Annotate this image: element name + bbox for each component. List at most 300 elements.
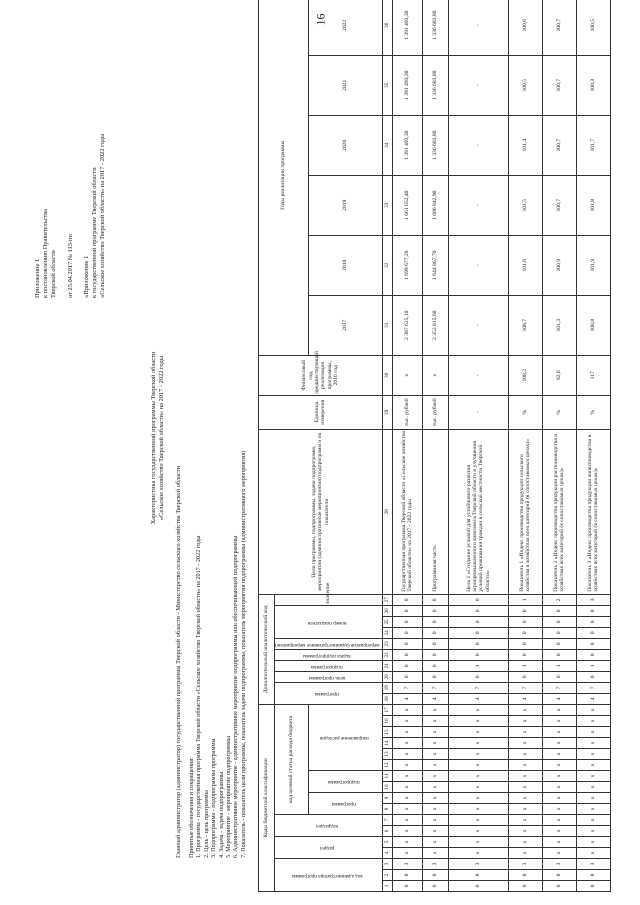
code-cell: х xyxy=(508,793,542,804)
notes-item: 2. Цель - цель программы xyxy=(202,790,210,858)
code-cell: х xyxy=(508,826,542,837)
code-cell: 7 xyxy=(448,682,508,693)
code-cell: 7 xyxy=(422,682,448,693)
code-cell: х xyxy=(392,771,422,782)
code-cell: 0 xyxy=(422,649,448,660)
year-value-cell: - xyxy=(448,0,508,55)
code-cell: х xyxy=(448,738,508,749)
code-cell: 3 xyxy=(392,859,422,870)
code-cell: 8 xyxy=(508,870,542,881)
code-cell: 0 xyxy=(576,881,610,892)
year-value-cell: - xyxy=(448,235,508,295)
notes-item: 1. Программа - государственная программа Тверской области «Сельское хозяйство Тверской области» на 2017 - 2022 годы xyxy=(195,535,203,858)
code-cell: 0 xyxy=(422,616,448,627)
column-index-cell: 35 xyxy=(382,55,392,115)
code-cell: 0 xyxy=(422,638,448,649)
notes-item: 7. Показатель - показатель цели программы, показатель задачи подпрограммы, показатель мероприятия подпрограммы (административного мероприятия) xyxy=(239,450,247,858)
page-number: 16 xyxy=(313,13,328,26)
code-cell: х xyxy=(448,771,508,782)
year-value-cell: 1 391 493,30 xyxy=(392,115,422,175)
code-cell: 0 xyxy=(448,594,508,605)
column-index-cell: 10 xyxy=(382,782,392,793)
code-cell: х xyxy=(448,793,508,804)
year-value-cell: 1 699 677,20 xyxy=(392,235,422,295)
year-value-cell: 2 352 815,60 xyxy=(422,295,448,355)
code-cell: 4 xyxy=(576,693,610,704)
header-name: Цели программы, подпрограммы, задачи подпрограмм, мероприятия (административные мероприятия) подпрограмм и их показатели xyxy=(259,429,383,594)
notes-heading: Принятые обозначения и сокращения: xyxy=(188,757,195,858)
code-cell: х xyxy=(542,716,576,727)
header-value: значение xyxy=(275,594,383,605)
code-cell: 0 xyxy=(508,649,542,660)
code-cell: 0 xyxy=(448,649,508,660)
code-cell: 0 xyxy=(576,649,610,660)
header-subprogram-code: подпрограмма xyxy=(328,779,360,786)
year-value-cell: 108,8 xyxy=(576,295,610,355)
code-cell: 0 xyxy=(392,671,422,682)
code-cell: 0 xyxy=(576,627,610,638)
column-index-cell: 21 xyxy=(382,660,392,671)
year-value-cell: 101,9 xyxy=(576,235,610,295)
code-cell: х xyxy=(576,760,610,771)
column-index-cell: 17 xyxy=(382,704,392,715)
column-index-cell: 13 xyxy=(382,749,392,760)
code-cell: 0 xyxy=(542,671,576,682)
row-unit: тыс. рублей xyxy=(422,395,448,429)
code-cell: 3 xyxy=(422,859,448,870)
code-cell: 4 xyxy=(422,693,448,704)
code-cell: х xyxy=(542,804,576,815)
column-index-cell: 11 xyxy=(382,771,392,782)
header-measure: мероприятие (административное мероприятие) xyxy=(275,641,380,648)
table-row xyxy=(576,0,610,892)
code-cell: 0 xyxy=(448,881,508,892)
row-unit: тыс. рублей xyxy=(392,395,422,429)
code-cell: 4 xyxy=(542,693,576,704)
code-cell: х xyxy=(392,738,422,749)
appendix-line: «Сельское хозяйство Тверской области» на 2017 - 2022 годы xyxy=(99,133,107,298)
code-cell: х xyxy=(422,704,448,715)
code-cell: х xyxy=(422,760,448,771)
code-cell: х xyxy=(448,782,508,793)
administrator-line: Главный администратор (администратор) государственной программы Тверской области - Министерство сельского хозяйства Тверской области xyxy=(175,465,182,858)
year-value-cell: 1 644 867,70 xyxy=(422,235,448,295)
year-value-cell: - xyxy=(448,175,508,235)
code-cell: 0 xyxy=(392,616,422,627)
column-index-cell: 27 xyxy=(382,594,392,605)
year-value-cell: 100,7 xyxy=(542,175,576,235)
code-cell: 0 xyxy=(422,594,448,605)
code-cell: 4 xyxy=(392,693,422,704)
year-value-cell: 101,3 xyxy=(542,295,576,355)
table-row xyxy=(508,0,542,892)
code-cell: х xyxy=(422,782,448,793)
code-cell: х xyxy=(508,760,542,771)
appendix-date: от 25.04.2017 № 113-пп xyxy=(66,234,74,298)
year-value-cell: 101,5 xyxy=(508,175,542,235)
column-index-cell: 6 xyxy=(382,826,392,837)
code-cell: х xyxy=(422,815,448,826)
row-fin-year-value: 92,6 xyxy=(542,355,576,395)
code-cell: 3 xyxy=(542,859,576,870)
header-year-2022: 2022 xyxy=(308,0,382,55)
year-value-cell: - xyxy=(448,55,508,115)
header-year-2020: 2020 xyxy=(308,115,382,175)
code-cell: 8 xyxy=(392,870,422,881)
code-cell: 7 xyxy=(508,682,542,693)
column-index-cell: 5 xyxy=(382,837,392,848)
row-name: Показатель 3 «Индекс производства продукции животноводства в хозяйствах всех категорий (в сопоставимых ценах)» xyxy=(576,429,610,594)
code-cell: х xyxy=(422,727,448,738)
code-cell: х xyxy=(508,716,542,727)
appendix-line: Приложение 1 xyxy=(34,258,41,298)
code-cell: х xyxy=(448,815,508,826)
code-cell: х xyxy=(422,826,448,837)
code-cell: х xyxy=(576,837,610,848)
title-line: «Сельское хозяйство Тверской области» на 2017 - 2022 годы xyxy=(158,355,166,521)
code-cell: х xyxy=(392,749,422,760)
year-value-cell: 100,5 xyxy=(508,55,542,115)
code-cell: х xyxy=(448,804,508,815)
notes-item: 4. Задача - задача подпрограммы xyxy=(217,771,225,858)
code-cell: х xyxy=(542,782,576,793)
header-expense-direction: направление расходов xyxy=(319,735,369,742)
year-value-cell: - xyxy=(448,115,508,175)
title-line: Характеристика государственной программы Тверской области xyxy=(150,351,157,525)
code-cell: х xyxy=(422,793,448,804)
header-fin-year: Финансовый год, предшествующий реализации программы, 2016 год xyxy=(259,355,383,395)
code-cell: х xyxy=(542,837,576,848)
code-cell: х xyxy=(508,771,542,782)
column-index-cell: 18 xyxy=(382,693,392,704)
appendix-block xyxy=(34,58,107,298)
code-cell: х xyxy=(448,760,508,771)
program-characteristics-table xyxy=(258,0,611,892)
row-fin-year-value: 117 xyxy=(576,355,610,395)
code-cell: х xyxy=(448,848,508,859)
row-fin-year-value: - xyxy=(448,355,508,395)
code-cell: 0 xyxy=(508,605,542,616)
column-index-cell: 26 xyxy=(382,605,392,616)
code-cell: х xyxy=(508,704,542,715)
code-cell: 0 xyxy=(576,638,610,649)
header-year-2019: 2019 xyxy=(308,175,382,235)
column-index-cell: 25 xyxy=(382,616,392,627)
row-unit: % xyxy=(508,395,542,429)
header-program: программа xyxy=(332,801,357,808)
header-year-2017: 2017 xyxy=(308,295,382,355)
column-index-cell: 9 xyxy=(382,793,392,804)
code-cell: х xyxy=(422,848,448,859)
column-index-cell: 8 xyxy=(382,804,392,815)
table-row xyxy=(422,0,448,892)
year-value-cell: 101,6 xyxy=(508,235,542,295)
code-cell: х xyxy=(392,815,422,826)
header-target-article: код целевой статьи расхода бюджета xyxy=(275,704,309,814)
code-cell: 0 xyxy=(392,605,422,616)
year-value-cell: 101,7 xyxy=(576,115,610,175)
code-cell: 0 xyxy=(576,605,610,616)
code-cell: х xyxy=(422,716,448,727)
code-cell: х xyxy=(508,738,542,749)
row-unit: % xyxy=(576,395,610,429)
rotated-sheet xyxy=(0,10,640,898)
code-cell: 8 xyxy=(576,870,610,881)
header-year-2018: 2018 xyxy=(308,235,382,295)
header-task: задача подпрограммы xyxy=(303,652,352,659)
year-value-cell: 100,6 xyxy=(508,0,542,55)
header-admin: код администратора программы xyxy=(291,872,363,879)
code-cell: 0 xyxy=(392,594,422,605)
row-name: Цель 1 «Создание условий для устойчивого развития агропромышленного комплекса Тверской области и улучшения условий проживания граждан в сельской местности Тверской области» xyxy=(448,429,508,594)
code-cell: 0 xyxy=(448,627,508,638)
header-goal: цель программы xyxy=(309,674,346,681)
notes-item: 5. Мероприятие - мероприятие подпрограммы xyxy=(225,736,233,858)
header-dop-code: Дополнительный аналитический код xyxy=(259,594,275,704)
code-cell: х xyxy=(392,837,422,848)
code-cell: 2 xyxy=(542,594,576,605)
code-cell: 0 xyxy=(508,671,542,682)
column-index-cell: 30 xyxy=(382,355,392,395)
code-cell: х xyxy=(576,804,610,815)
code-cell: х xyxy=(542,848,576,859)
code-cell: х xyxy=(576,826,610,837)
column-index-cell: 7 xyxy=(382,815,392,826)
code-cell: х xyxy=(542,749,576,760)
table-row xyxy=(448,0,508,892)
code-cell: 0 xyxy=(448,605,508,616)
code-cell: 7 xyxy=(576,682,610,693)
code-cell: 4 xyxy=(448,693,508,704)
header-razdel: раздел xyxy=(320,845,335,852)
column-index-cell: 31 xyxy=(382,295,392,355)
code-cell: х xyxy=(448,826,508,837)
header-dop-program: программа xyxy=(315,691,340,698)
header-podrazdel: подраздел xyxy=(316,823,339,830)
code-cell: х xyxy=(542,793,576,804)
header-year-2021: 2021 xyxy=(308,55,382,115)
column-index-cell: 32 xyxy=(382,235,392,295)
code-cell: 7 xyxy=(542,682,576,693)
row-fin-year-value: х xyxy=(392,355,422,395)
code-cell: х xyxy=(508,727,542,738)
code-cell: 0 xyxy=(422,627,448,638)
code-cell: х xyxy=(542,815,576,826)
code-cell: 1 xyxy=(542,660,576,671)
code-cell: х xyxy=(392,793,422,804)
year-value-cell: 101,8 xyxy=(576,175,610,235)
code-cell: 1 xyxy=(576,660,610,671)
code-cell: х xyxy=(422,749,448,760)
column-index-cell: 14 xyxy=(382,738,392,749)
code-cell: х xyxy=(576,815,610,826)
code-cell: х xyxy=(542,704,576,715)
code-cell: х xyxy=(508,804,542,815)
year-value-cell: 100,7 xyxy=(542,0,576,55)
code-cell: 0 xyxy=(422,605,448,616)
code-cell: х xyxy=(392,782,422,793)
code-cell: х xyxy=(448,749,508,760)
header-codes: Коды бюджетной классификации xyxy=(259,704,275,891)
code-cell: х xyxy=(576,704,610,715)
year-value-cell: 1 336 683,80 xyxy=(422,55,448,115)
row-name: Показатель 2 «Индекс производства продукции растениеводства в хозяйствах всех категорий (в сопоставимых ценах)» xyxy=(542,429,576,594)
code-cell: х xyxy=(576,727,610,738)
appendix-line: к постановлению Правительства xyxy=(42,208,50,298)
code-cell: х xyxy=(392,804,422,815)
code-cell: 0 xyxy=(422,881,448,892)
year-value-cell: 108,7 xyxy=(508,295,542,355)
code-cell: 0 xyxy=(576,616,610,627)
code-cell: 8 xyxy=(448,870,508,881)
table-row xyxy=(392,0,422,892)
code-cell: х xyxy=(542,826,576,837)
code-cell: х xyxy=(392,760,422,771)
code-cell: х xyxy=(392,727,422,738)
header-subprogram: подпрограмма xyxy=(311,663,344,670)
code-cell: х xyxy=(422,738,448,749)
code-cell: 3 xyxy=(448,859,508,870)
year-value-cell: 100,7 xyxy=(542,115,576,175)
code-cell: х xyxy=(542,727,576,738)
appendix-line: «Приложение 1 xyxy=(82,255,90,298)
code-cell: х xyxy=(576,771,610,782)
code-cell: 0 xyxy=(422,660,448,671)
code-cell: х xyxy=(392,826,422,837)
code-cell: 0 xyxy=(508,638,542,649)
year-value-cell: 1 661 652,40 xyxy=(392,175,422,235)
code-cell: 0 xyxy=(392,638,422,649)
code-cell: 0 xyxy=(542,627,576,638)
column-index-cell: 15 xyxy=(382,727,392,738)
column-index-cell: 19 xyxy=(382,682,392,693)
code-cell: х xyxy=(392,716,422,727)
row-unit: - xyxy=(448,395,508,429)
code-cell: 0 xyxy=(542,638,576,649)
code-cell: х xyxy=(448,704,508,715)
row-name: Показатель 1 «Индекс производства продукции сельского хозяйства в хозяйствах всех категорий (в сопоставимых ценах)» xyxy=(508,429,542,594)
code-cell: 3 xyxy=(576,859,610,870)
code-cell: х xyxy=(576,848,610,859)
notes-item: 6. Административное мероприятие - административное мероприятие подпрограммы или обеспечивающей подпрограммы xyxy=(232,535,240,858)
column-index-cell: 36 xyxy=(382,0,392,55)
year-value-cell: 1 606 842,90 xyxy=(422,175,448,235)
code-cell: 7 xyxy=(392,682,422,693)
code-cell: 1 xyxy=(448,660,508,671)
code-cell: х xyxy=(422,771,448,782)
row-fin-year-value: х xyxy=(422,355,448,395)
year-value-cell: 100,3 xyxy=(576,55,610,115)
code-cell: х xyxy=(508,848,542,859)
document-title xyxy=(150,178,166,698)
row-fin-year-value: 108,2 xyxy=(508,355,542,395)
code-cell: х xyxy=(392,848,422,859)
column-index-cell: 1 xyxy=(382,881,392,892)
code-cell: х xyxy=(392,704,422,715)
abbreviations-notes xyxy=(188,78,247,858)
code-cell: 4 xyxy=(508,693,542,704)
code-cell: 1 xyxy=(508,594,542,605)
code-cell: 0 xyxy=(508,627,542,638)
code-cell: 0 xyxy=(392,881,422,892)
year-value-cell: 100,7 xyxy=(542,55,576,115)
row-name: Программная часть xyxy=(422,429,448,594)
year-value-cell: 1 391 493,30 xyxy=(392,0,422,55)
column-index-cell: 28 xyxy=(382,429,392,594)
code-cell: х xyxy=(448,727,508,738)
column-index-cell: 4 xyxy=(382,848,392,859)
code-cell: 0 xyxy=(508,616,542,627)
column-index-cell: 2 xyxy=(382,870,392,881)
column-index-cell: 34 xyxy=(382,115,392,175)
year-value-cell: 1 391 493,30 xyxy=(392,55,422,115)
column-index-cell: 16 xyxy=(382,716,392,727)
code-cell: х xyxy=(576,749,610,760)
year-value-cell: 2 387 625,10 xyxy=(392,295,422,355)
code-cell: х xyxy=(508,815,542,826)
column-index-row xyxy=(382,0,392,892)
code-cell: 0 xyxy=(508,881,542,892)
column-index-cell: 23 xyxy=(382,638,392,649)
year-value-cell: 100,9 xyxy=(542,235,576,295)
code-cell: х xyxy=(422,837,448,848)
code-cell: 0 xyxy=(392,627,422,638)
year-value-cell: 1 336 683,80 xyxy=(422,0,448,55)
notes-item: 3. Подпрограмма - подпрограмма программы xyxy=(210,738,218,858)
appendix-line: Тверской области xyxy=(50,250,58,298)
code-cell: 0 xyxy=(542,649,576,660)
row-unit: % xyxy=(542,395,576,429)
column-index-cell: 22 xyxy=(382,649,392,660)
code-cell: х xyxy=(508,782,542,793)
code-cell: 0 xyxy=(422,671,448,682)
code-cell: х xyxy=(576,716,610,727)
code-cell: 0 xyxy=(576,671,610,682)
code-cell: х xyxy=(542,771,576,782)
code-cell: х xyxy=(576,738,610,749)
code-cell: 0 xyxy=(542,881,576,892)
code-cell: 3 xyxy=(508,859,542,870)
header-unit: Единица измерения xyxy=(259,395,383,429)
appendix-line: к государственной программе Тверской области xyxy=(91,167,99,298)
row-name: Государственная программа Тверской области «Сельское хозяйство Тверской области» на 2017 - 2022 годы xyxy=(392,429,422,594)
code-cell: 8 xyxy=(422,870,448,881)
code-cell: 0 xyxy=(448,671,508,682)
code-cell: х xyxy=(422,804,448,815)
year-value-cell: - xyxy=(448,295,508,355)
column-index-cell: 24 xyxy=(382,627,392,638)
code-cell: 0 xyxy=(542,605,576,616)
table-row xyxy=(542,0,576,892)
code-cell: 0 xyxy=(392,660,422,671)
column-index-cell: 3 xyxy=(382,859,392,870)
year-value-cell: 1 336 683,80 xyxy=(422,115,448,175)
header-years: Годы реализации программы xyxy=(259,0,309,355)
code-cell: 0 xyxy=(448,638,508,649)
code-cell: х xyxy=(508,749,542,760)
code-cell: 0 xyxy=(448,616,508,627)
code-cell: х xyxy=(576,793,610,804)
column-index-cell: 33 xyxy=(382,175,392,235)
year-value-cell: 101,4 xyxy=(508,115,542,175)
header-indicator-number: номер показателя xyxy=(307,619,347,626)
code-cell: 0 xyxy=(392,649,422,660)
code-cell: х xyxy=(542,738,576,749)
code-cell: 8 xyxy=(542,870,576,881)
code-cell: 3 xyxy=(576,594,610,605)
column-index-cell: 29 xyxy=(382,395,392,429)
code-cell: х xyxy=(448,716,508,727)
